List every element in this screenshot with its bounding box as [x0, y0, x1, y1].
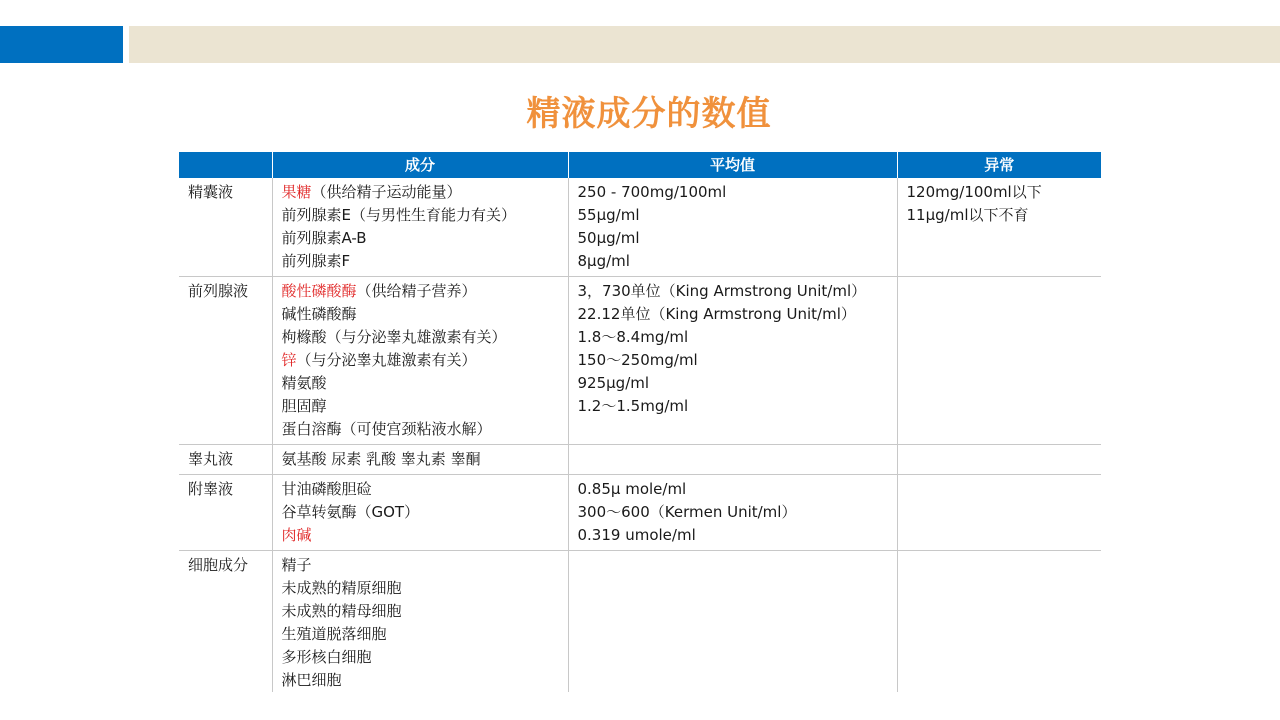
table-header-row: [179, 152, 1101, 178]
average-value: 3，730单位（King Armstrong Unit/ml）: [577, 282, 867, 300]
header-cell-components: 成分: [272, 152, 568, 178]
components-cell: [272, 551, 568, 693]
table-row: [179, 178, 1101, 277]
table-row: [179, 277, 1101, 445]
component-item: [282, 250, 559, 273]
slide-title: 精液成分的数值: [526, 94, 772, 134]
component-item: [282, 181, 559, 204]
component-text: 多形核白细胞: [281, 648, 372, 666]
abnormal-cell: [897, 551, 1101, 693]
average-cell: [568, 178, 897, 277]
component-text: 淋巴细胞: [281, 671, 342, 689]
average-value: 8μg/ml: [577, 252, 630, 270]
component-highlight: 果糖: [281, 183, 312, 201]
component-item: [282, 554, 559, 577]
semen-components-table: [179, 152, 1101, 692]
component-item: [282, 577, 559, 600]
average-value: 22.12单位（King Armstrong Unit/ml）: [577, 305, 856, 323]
component-text: 蛋白溶酶（可使宫颈粘液水解）: [281, 420, 492, 438]
row-name-cell: 精囊液: [179, 178, 272, 277]
component-text: 未成熟的精原细胞: [281, 579, 402, 597]
component-item: [282, 303, 559, 326]
average-value: 250 - 700mg/100ml: [577, 183, 727, 201]
average-value: 1.8～8.4mg/ml: [577, 328, 689, 346]
component-text: （供给精子营养）: [356, 282, 477, 300]
abnormal-value: 120mg/100ml以下: [906, 183, 1042, 201]
average-value: 55μg/ml: [577, 206, 640, 224]
component-text: 枸橼酸（与分泌睾丸雄激素有关）: [281, 328, 507, 346]
average-cell: [568, 551, 897, 693]
component-item: [282, 204, 559, 227]
component-item: [282, 326, 559, 349]
row-name-cell: 睾丸液: [179, 445, 272, 475]
average-cell: [568, 445, 897, 475]
row-name-cell: 细胞成分: [188, 556, 249, 574]
average-cell: [568, 277, 897, 445]
component-item: [282, 418, 559, 441]
component-item: [282, 280, 559, 303]
component-highlight: 肉碱: [281, 526, 312, 544]
component-text: 谷草转氨酶（GOT）: [281, 503, 420, 521]
header-cell-abnormal: 异常: [897, 152, 1101, 178]
average-value: 50μg/ml: [577, 229, 640, 247]
component-text: 氨基酸 尿素 乳酸 睾丸素 睾酮: [281, 450, 481, 468]
header-cell-name: [179, 152, 272, 178]
abnormal-cell: [897, 178, 1101, 277]
component-text: 胆固醇: [281, 397, 327, 415]
table-row: [179, 475, 1101, 551]
average-value: 1.2～1.5mg/ml: [577, 397, 689, 415]
component-text: 精氨酸: [281, 374, 327, 392]
average-value: 925μg/ml: [577, 374, 650, 392]
component-item: [282, 227, 559, 250]
header-cell-average: 平均值: [568, 152, 897, 178]
component-item: [282, 600, 559, 623]
abnormal-value: 11μg/ml以下不育: [906, 206, 1029, 224]
component-text: 前列腺素E（与男性生育能力有关）: [281, 206, 516, 224]
component-item: [282, 623, 559, 646]
component-item: [282, 395, 559, 418]
average-value: 150～250mg/ml: [577, 351, 698, 369]
component-item: [282, 478, 559, 501]
components-cell: [272, 178, 568, 277]
average-value: 0.85μ mole/ml: [577, 480, 687, 498]
row-name-cell: 前列腺液: [179, 277, 272, 445]
average-value: 300～600（Kermen Unit/ml）: [577, 503, 797, 521]
header-accent-block: [0, 26, 123, 63]
header-bar: [129, 26, 1280, 63]
components-cell: [272, 277, 568, 445]
component-text: 前列腺素F: [281, 252, 351, 270]
row-name-cell: 附睾液: [179, 475, 272, 551]
table-row: [179, 551, 1101, 693]
component-text: 碱性磷酸酶: [281, 305, 357, 323]
average-cell: [568, 475, 897, 551]
component-item: [282, 372, 559, 395]
component-text: （与分泌睾丸雄激素有关）: [296, 351, 477, 369]
component-text: （供给精子运动能量）: [311, 183, 462, 201]
components-cell: [272, 445, 568, 475]
component-item: [282, 646, 559, 669]
table-row: [179, 445, 1101, 475]
component-text: 生殖道脱落细胞: [281, 625, 387, 643]
abnormal-cell: [897, 277, 1101, 445]
component-item: [282, 669, 559, 692]
component-text: 甘油磷酸胆硷: [281, 480, 372, 498]
component-highlight: 锌: [281, 351, 297, 369]
abnormal-cell: [897, 445, 1101, 475]
components-cell: [272, 475, 568, 551]
component-text: 未成熟的精母细胞: [281, 602, 402, 620]
component-item: [282, 501, 559, 524]
component-highlight: 酸性磷酸酶: [281, 282, 357, 300]
component-item: [282, 448, 559, 471]
component-item: [282, 349, 559, 372]
abnormal-cell: [897, 475, 1101, 551]
average-value: 0.319 umole/ml: [577, 526, 696, 544]
component-text: 前列腺素A-B: [281, 229, 367, 247]
component-text: 精子: [281, 556, 312, 574]
component-item: [282, 524, 559, 547]
